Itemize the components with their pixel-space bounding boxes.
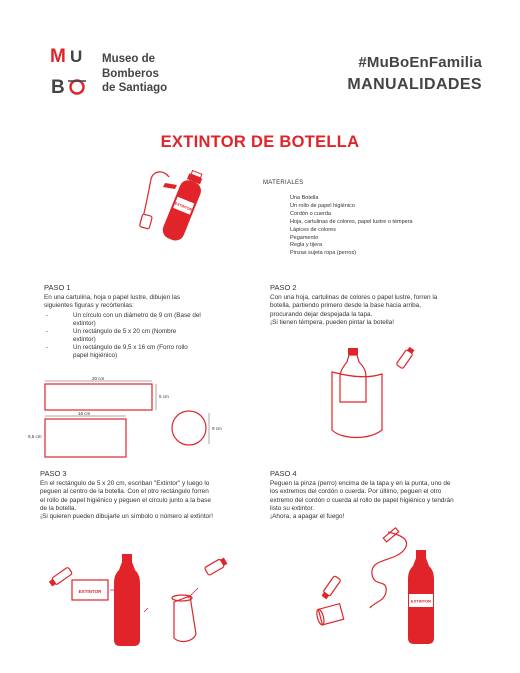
bullet-line: - Un rectángulo de 9,5 x 16 cm (Forro rollo [44, 344, 201, 352]
step3-line: el rollo de papel higiénico y peguen el círculo junto a la base [40, 496, 211, 504]
step4-line: extremo del cordón o cuerda al rollo de papel higiénico y tendrán [270, 496, 454, 504]
rectangle-5x20 [45, 384, 152, 410]
crayon-icon [321, 576, 341, 600]
museum-name-line: Bomberos [102, 67, 159, 80]
step3-line: de la botella. [40, 504, 77, 512]
materials-item: Pinzas sujeta ropa (perros) [290, 250, 357, 257]
step4-line: los extremos del cordón o cuerda. Por último, peguen el otro [270, 488, 442, 496]
materials-item: Una Botella [290, 195, 319, 201]
dim-label-20cm: 20 cm [92, 376, 105, 381]
bottle-cap-icon [204, 557, 228, 576]
materials-item: Regla y tijera [290, 242, 323, 249]
label-text: EXTINTOR [78, 589, 102, 594]
extinguisher-illustration [135, 165, 215, 260]
step4-text [270, 480, 454, 521]
bullet-line: - Un rectángulo de 5 x 20 cm (Nombre [44, 328, 201, 336]
small-bottle-icon [396, 346, 415, 369]
bullet-line: extintor) [73, 320, 96, 328]
crayon-icon [48, 567, 72, 587]
step4-illustration [310, 528, 470, 653]
step4-line: ¡Ahora, a apagar el fuego! [270, 513, 345, 521]
dim-label-16cm: 16 cm [78, 411, 91, 416]
step2-line: procurando dejar despejada la tapa. [270, 310, 373, 318]
step4-line: Peguen la pinza (perro) encima de la tapa y en la punta, uno de [270, 480, 451, 487]
logo-letter-u: U [70, 47, 83, 66]
museum-name-line: de Santiago [102, 82, 168, 94]
step3-line: peguen al centro de la botella. Con el otro rectángulo forren [40, 488, 209, 496]
museum-logo-mark [48, 44, 88, 100]
dim-label-5cm: 5 cm [159, 394, 169, 399]
materials-heading: MATERIALES [263, 180, 304, 186]
page-title: EXTINTOR DE BOTELLA [160, 133, 360, 151]
materials-item: Pegamento [290, 234, 319, 241]
paper-roll-icon [315, 604, 343, 626]
step2-line: Con una hoja, cartulinas de colores o papel lustre, forren la [270, 294, 438, 301]
materials-item: Lápices de colores [290, 226, 336, 233]
section-heading: MANUALIDADES [347, 76, 482, 93]
step1-line: siguientes figuras y recórtenlas: [44, 302, 134, 310]
step3-heading: PASO 3 [40, 469, 67, 478]
bullet-line: papel higiénico) [73, 352, 118, 360]
bullet-line: - Un círculo con un diámetro de 9 cm (Base del [44, 312, 201, 320]
materials-item: Hoja, cartulinas de colores, papel lustre o témpera [290, 218, 413, 225]
materials-item: Un rollo de papel higiénico [290, 202, 355, 209]
step2-bottle-illustration [330, 342, 440, 447]
museum-name-line: Museo de [102, 53, 156, 65]
step3-text [40, 480, 213, 521]
step1-line: En una cartulina, hoja o papel lustre, dibujen las [44, 294, 181, 301]
materials-list [290, 195, 413, 258]
logo-letter-m: M [50, 46, 66, 67]
museum-name [102, 52, 167, 96]
step2-text [270, 294, 437, 327]
step2-line: botella, partiendo primero desde la base hacia arriba, [270, 302, 421, 310]
step3-line: ¡Si quieren pueden dibujarle un símbolo o número al extintor! [40, 513, 214, 521]
dim-label-9-5cm: 9,5 cm [28, 434, 42, 439]
step4-heading: PASO 4 [270, 469, 297, 478]
step1-shapes-diagram [28, 376, 240, 458]
step3-illustration [48, 548, 248, 648]
step3-line: En el rectángulo de 5 x 20 cm, escriban "Extintor" y luego lo [40, 480, 210, 487]
step4-line: listo su extintor. [270, 504, 315, 512]
hashtag-heading: #MuBoEnFamilia [358, 54, 482, 71]
rectangle-9-5x16 [45, 419, 126, 457]
extinguisher-label: EXTINTOR [174, 201, 193, 212]
step2-heading: PASO 2 [270, 283, 297, 292]
step1-text [44, 294, 180, 311]
step2-line: ¡Si tienen témpera, pueden pintar la botella! [270, 318, 394, 326]
dim-label-9cm: 9 cm [212, 426, 222, 431]
step1-bullets [44, 312, 201, 361]
bottle-label: EXTINTOR [410, 598, 432, 604]
bullet-line: extintor) [73, 336, 96, 344]
logo-letter-b: B [51, 77, 65, 98]
materials-item: Cordón o cuerda [290, 210, 331, 217]
circle-9cm [172, 411, 206, 445]
logo-letter-o [71, 81, 84, 94]
step1-heading: PASO 1 [44, 283, 71, 292]
